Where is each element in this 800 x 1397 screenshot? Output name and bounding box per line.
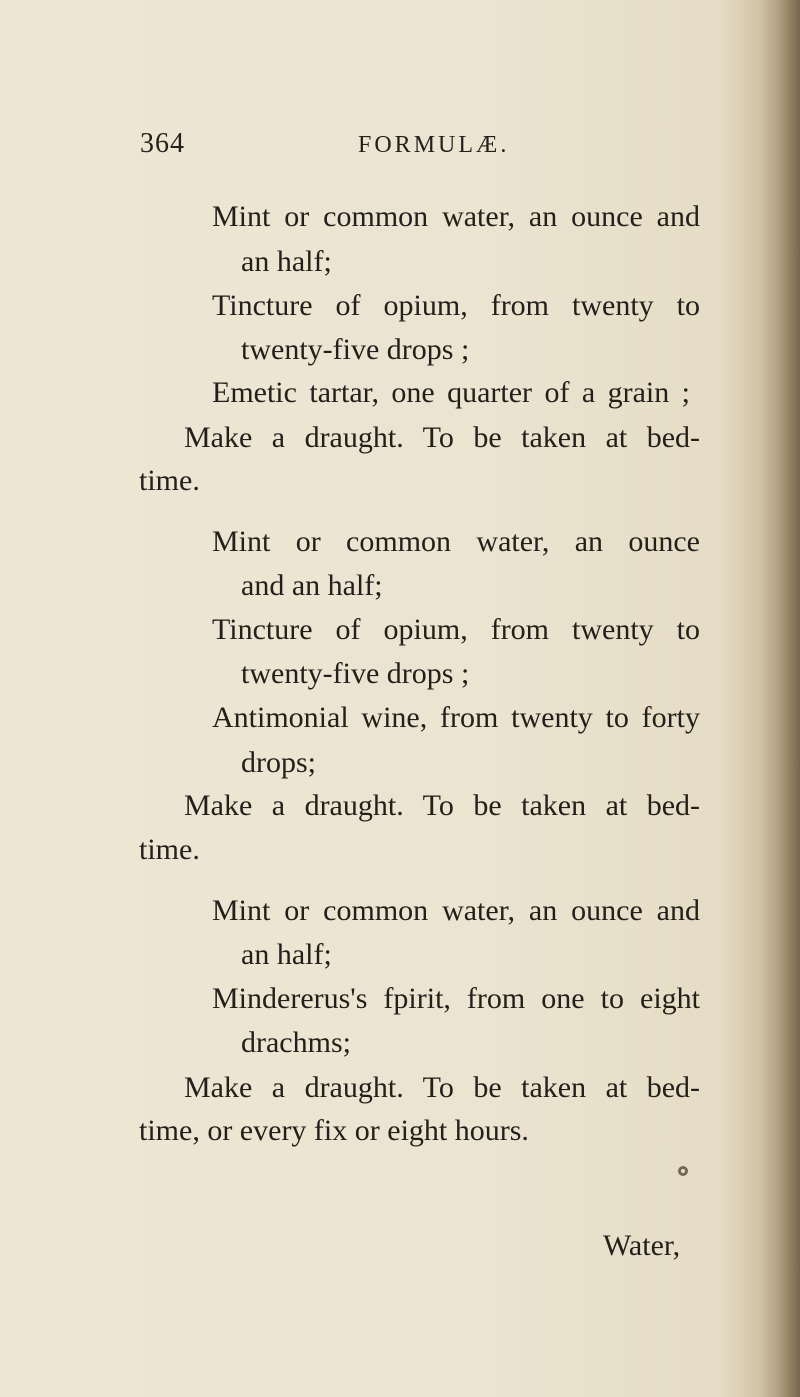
recipe-line: twenty-five drops ;: [241, 657, 470, 690]
recipe-directions: time.: [139, 833, 200, 866]
recipe-line: an half;: [241, 245, 332, 278]
catchword: Water,: [603, 1229, 681, 1262]
recipe-line: Tincture of opium, from twenty to: [212, 289, 700, 322]
running-title: FORMULÆ.: [358, 132, 510, 158]
recipe-directions: time.: [139, 464, 200, 497]
recipe-line: Emetic tartar, one quarter of a grain ;: [212, 376, 690, 409]
recipe-line: Antimonial wine, from twenty to forty: [212, 701, 700, 734]
recipe-directions: Make a draught. To be taken at bed-: [184, 421, 700, 454]
recipe-line: an half;: [241, 938, 332, 971]
recipe-line: Mindererus's fpirit, from one to eight: [212, 982, 700, 1015]
page-number: 364: [140, 128, 185, 159]
recipe-line: drachms;: [241, 1026, 351, 1059]
recipe-line: Mint or common water, an ounce: [212, 525, 700, 558]
recipe-directions: Make a draught. To be taken at bed-: [184, 789, 700, 822]
running-head: [140, 128, 700, 168]
recipe-line: Tincture of opium, from twenty to: [212, 613, 700, 646]
recipe-directions: Make a draught. To be taken at bed-: [184, 1071, 700, 1104]
recipe-directions: time, or every fix or eight hours.: [139, 1114, 529, 1147]
recipe-line: Mint or common water, an ounce and: [212, 200, 700, 233]
recipe-line: drops;: [241, 746, 316, 779]
recipe-line: Mint or common water, an ounce and: [212, 894, 700, 927]
printers-ornament-icon: [676, 1164, 690, 1178]
recipe-line: twenty-five drops ;: [241, 333, 470, 366]
page-edge-shadow: [760, 0, 800, 1397]
recipe-line: and an half;: [241, 569, 383, 602]
